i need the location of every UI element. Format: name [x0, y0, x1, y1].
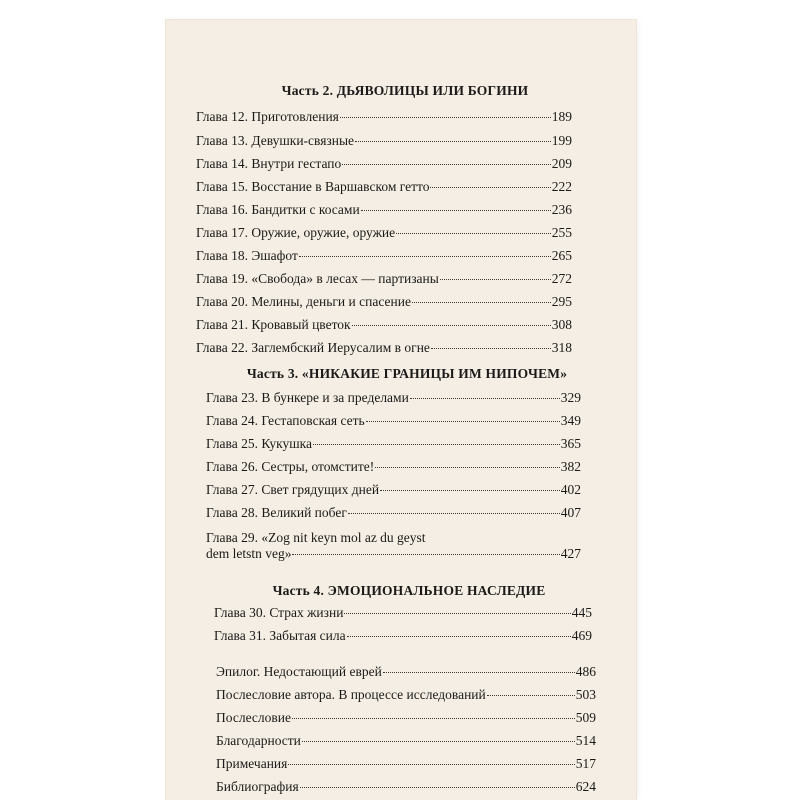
toc-entry[interactable]: [196, 109, 572, 125]
toc-entry[interactable]: [196, 156, 572, 172]
entry-page: 318: [551, 340, 572, 355]
book-page: [166, 20, 636, 800]
toc-entry[interactable]: [216, 779, 596, 795]
toc-entry[interactable]: [196, 271, 572, 287]
toc-entry[interactable]: [214, 605, 592, 621]
leader-dots: [366, 421, 560, 422]
entry-title: Глава 26. Сестры, отомстите!: [206, 459, 375, 474]
leader-dots: [344, 613, 570, 614]
entry-title: Послесловие: [216, 710, 291, 725]
entry-title: Глава 29. «Zog nit keyn mol az du geyst: [206, 530, 426, 545]
toc-entry[interactable]: [214, 628, 592, 644]
toc-entry[interactable]: [216, 733, 596, 749]
entry-title: Глава 25. Кукушка: [206, 436, 312, 451]
entry-page: 209: [551, 156, 572, 171]
entry-title: Библиография: [216, 779, 299, 794]
part-title: Часть 3. «НИКАКИЕ ГРАНИЦЫ ИМ НИПОЧЕМ»: [246, 366, 568, 381]
toc-entry[interactable]: [196, 248, 572, 264]
entry-title-continuation: [206, 546, 581, 562]
entry-page: 469: [571, 628, 592, 643]
entry-page: 445: [571, 605, 592, 620]
leader-dots: [302, 741, 575, 742]
entry-title: Глава 12. Приготовления: [196, 109, 339, 124]
toc-entry[interactable]: [206, 505, 581, 521]
entry-page: 365: [560, 436, 581, 451]
entry-page: 265: [551, 248, 572, 263]
leader-dots: [487, 695, 575, 696]
part-title: Часть 2. ДЬЯВОЛИЦЫ ИЛИ БОГИНИ: [281, 83, 529, 98]
entry-page: 349: [560, 413, 581, 428]
toc-entry[interactable]: [196, 202, 572, 218]
entry-page: 295: [551, 294, 572, 309]
toc-entry[interactable]: [206, 436, 581, 452]
leader-dots: [342, 164, 550, 165]
toc-entry[interactable]: [206, 459, 581, 475]
entry-page: 402: [560, 482, 581, 497]
entry-title: Глава 27. Свет грядущих дней: [206, 482, 380, 497]
leader-dots: [299, 256, 551, 257]
entry-page: 272: [551, 271, 572, 286]
entry-title: Глава 24. Гестаповская сеть: [206, 413, 365, 428]
entry-page: 308: [551, 317, 572, 332]
toc-entry[interactable]: [196, 340, 572, 356]
entry-title: Послесловие автора. В процессе исследований: [216, 687, 486, 702]
entry-title: Глава 18. Эшафот: [196, 248, 298, 263]
entry-page: 199: [551, 133, 572, 148]
leader-dots: [340, 117, 551, 118]
entry-page: 189: [551, 109, 572, 124]
part-heading: [170, 83, 636, 99]
toc-entry[interactable]: [216, 710, 596, 726]
leader-dots: [431, 348, 551, 349]
entry-page: 509: [575, 710, 596, 725]
leader-dots: [412, 302, 551, 303]
entry-page: 236: [551, 202, 572, 217]
entry-page: 382: [560, 459, 581, 474]
entry-title-line2: dem letstn veg»: [206, 546, 292, 561]
entry-page: 222: [551, 179, 572, 194]
leader-dots: [347, 636, 571, 637]
entry-page: 255: [551, 225, 572, 240]
leader-dots: [352, 325, 551, 326]
leader-dots: [313, 444, 560, 445]
toc-entry[interactable]: [196, 294, 572, 310]
leader-dots: [361, 210, 551, 211]
leader-dots: [300, 787, 575, 788]
toc-entry[interactable]: [216, 664, 596, 680]
part-heading: [174, 583, 636, 599]
toc-entry[interactable]: [216, 756, 596, 772]
entry-page: 514: [575, 733, 596, 748]
part-title: Часть 4. ЭМОЦИОНАЛЬНОЕ НАСЛЕДИЕ: [272, 583, 546, 598]
toc-entry[interactable]: [206, 530, 581, 562]
leader-dots: [375, 467, 559, 468]
leader-dots: [396, 233, 551, 234]
entry-title: Благодарности: [216, 733, 301, 748]
entry-page: 407: [560, 505, 581, 520]
entry-title: Глава 16. Бандитки с косами: [196, 202, 360, 217]
leader-dots: [430, 187, 550, 188]
entry-title: Глава 13. Девушки-связные: [196, 133, 355, 148]
leader-dots: [410, 398, 560, 399]
entry-title: Глава 15. Восстание в Варшавском гетто: [196, 179, 430, 194]
leader-dots: [348, 513, 560, 514]
toc-entry[interactable]: [196, 179, 572, 195]
toc-entry[interactable]: [196, 133, 572, 149]
toc-entry[interactable]: [216, 687, 596, 703]
table-of-contents: [166, 20, 636, 800]
entry-title: Глава 31. Забытая сила: [214, 628, 346, 643]
leader-dots: [292, 718, 575, 719]
toc-entry[interactable]: [196, 225, 572, 241]
entry-title: Глава 21. Кровавый цветок: [196, 317, 351, 332]
entry-page: 427: [560, 546, 581, 561]
leader-dots: [292, 554, 559, 555]
leader-dots: [288, 764, 574, 765]
entry-title: Глава 14. Внутри гестапо: [196, 156, 342, 171]
entry-title: Глава 30. Страх жизни: [214, 605, 344, 620]
leader-dots: [440, 279, 551, 280]
toc-entry[interactable]: [206, 482, 581, 498]
toc-entry[interactable]: [206, 390, 581, 406]
entry-page: 503: [575, 687, 596, 702]
toc-entry[interactable]: [206, 413, 581, 429]
entry-page: 517: [575, 756, 596, 771]
entry-title: Эпилог. Недостающий еврей: [216, 664, 382, 679]
entry-title: Примечания: [216, 756, 288, 771]
entry-title: Глава 28. Великий побег: [206, 505, 347, 520]
entry-page: 329: [560, 390, 581, 405]
entry-title: Глава 20. Мелины, деньги и спасение: [196, 294, 411, 309]
entry-title: Глава 22. Заглембский Иерусалим в огне: [196, 340, 430, 355]
entry-title: Глава 23. В бункере и за пределами: [206, 390, 409, 405]
entry-page: 624: [575, 779, 596, 794]
part-heading: [172, 366, 636, 382]
entry-title: Глава 17. Оружие, оружие, оружие: [196, 225, 396, 240]
entry-title: Глава 19. «Свобода» в лесах — партизаны: [196, 271, 439, 286]
toc-entry[interactable]: [196, 317, 572, 333]
leader-dots: [355, 141, 551, 142]
entry-page: 486: [575, 664, 596, 679]
leader-dots: [380, 490, 560, 491]
leader-dots: [383, 672, 575, 673]
